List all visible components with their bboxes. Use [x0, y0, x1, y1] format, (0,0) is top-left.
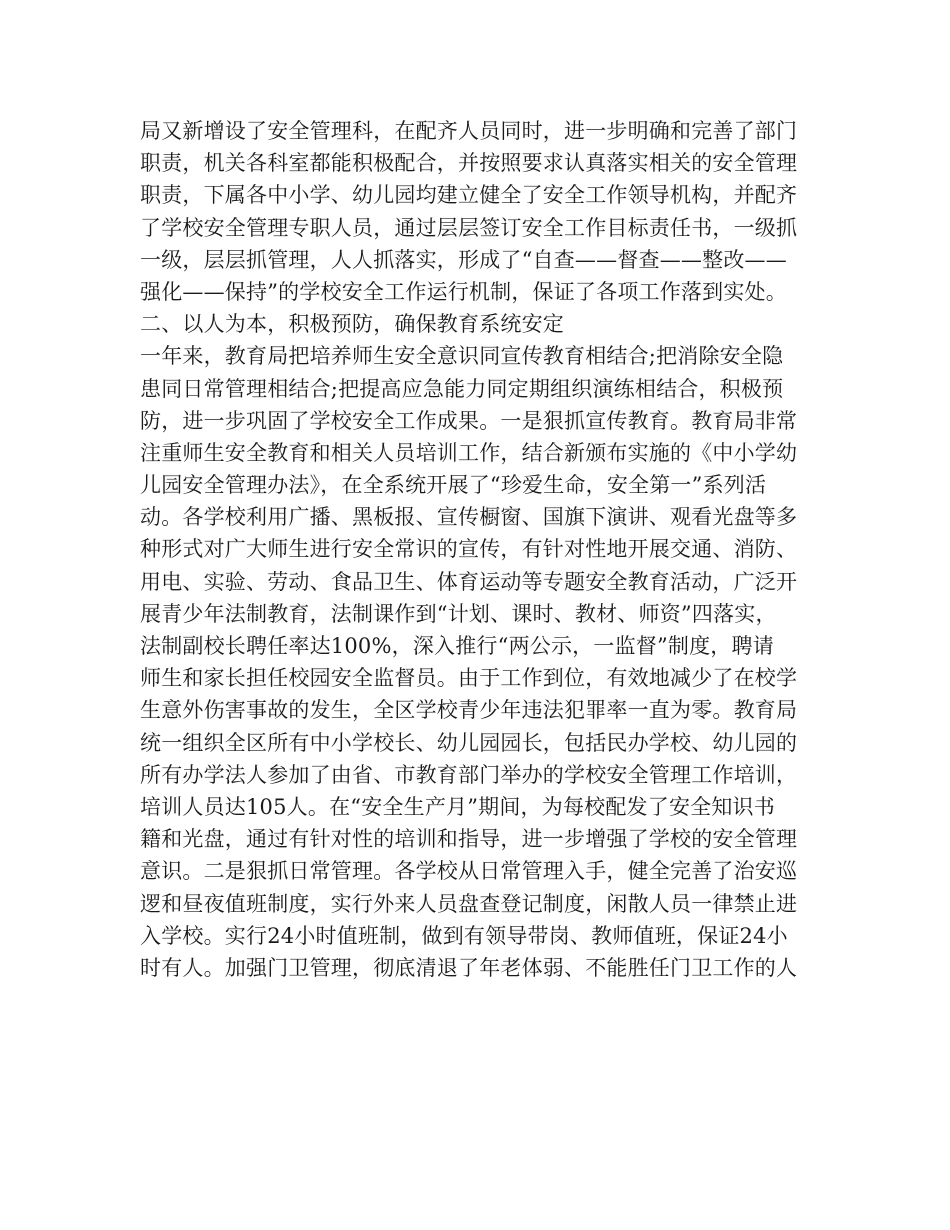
text-line: 逻和昼夜值班制度，实行外来人员盘查登记制度，闲散人员一律禁止进	[140, 891, 798, 916]
text-line: 统一组织全区所有中小学校长、幼儿园园长，包括民办学校、幼儿园的	[140, 730, 798, 755]
text-line: 患同日常管理相结合;把提高应急能力同定期组织演练相结合，积极预	[140, 376, 784, 401]
text-line: 时有人。加强门卫管理，彻底清退了年老体弱、不能胜任门卫工作的人	[140, 955, 798, 980]
text-line: 防，进一步巩固了学校安全工作成果。一是狠抓宣传教育。教育局非常	[140, 408, 798, 433]
text-line: 强化——保持”的学校安全工作运行机制，保证了各项工作落到实处。	[140, 279, 787, 304]
text-line: 籍和光盘，通过有针对性的培训和指导，进一步增强了学校的安全管理	[140, 827, 798, 852]
text-line: 入学校。实行24小时值班制，做到有领导带岗、教师值班，保证24小	[140, 923, 788, 948]
section-heading: 二、以人为本，积极预防，确保教育系统安定	[140, 312, 564, 337]
text-line: 注重师生安全教育和相关人员培训工作，结合新颁布实施的《中小学幼	[140, 440, 798, 465]
text-line: 培训人员达105人。在“安全生产月”期间，为每校配发了安全知识书	[140, 794, 775, 819]
text-line: 职责，下属各中小学、幼儿园均建立健全了安全工作领导机构，并配齐	[140, 183, 798, 208]
text-line: 儿园安全管理办法》，在全系统开展了“珍爱生命，安全第一”系列活	[140, 473, 767, 498]
text-line: 法制副校长聘任率达100%，深入推行“两公示，一监督”制度，聘请	[140, 634, 774, 658]
text-line: 一级，层层抓管理，人人抓落实，形成了“自查——督查——整改——	[140, 247, 787, 272]
text-line: 动。各学校利用广播、黑板报、宣传橱窗、国旗下演讲、观看光盘等多	[140, 505, 798, 530]
text-line: 师生和家长担任校园安全监督员。由于工作到位，有效地减少了在校学	[140, 666, 798, 691]
text-line: 生意外伤害事故的发生，全区学校青少年违法犯罪率一直为零。教育局	[140, 698, 798, 723]
text-line: 展青少年法制教育，法制课作到“计划、课时、教材、师资”四落实，	[140, 601, 777, 626]
text-line: 了学校安全管理专职人员，通过层层签订安全工作目标责任书，一级抓	[140, 215, 798, 240]
text-line: 用电、实验、劳动、食品卫生、体育运动等专题安全教育活动，广泛开	[140, 569, 798, 594]
text-line: 所有办学法人参加了由省、市教育部门举办的学校安全管理工作培训，	[140, 762, 798, 787]
text-line: 一年来，教育局把培养师生安全意识同宣传教育相结合;把消除安全隐	[140, 344, 784, 369]
text-line: 种形式对广大师生进行安全常识的宣传，有针对性地开展交通、消防、	[140, 537, 798, 562]
text-line: 局又新增设了安全管理科，在配齐人员同时，进一步明确和完善了部门	[140, 119, 798, 143]
text-line: 职责，机关各科室都能积极配合，并按照要求认真落实相关的安全管理	[140, 151, 798, 176]
text-line: 意识。二是狠抓日常管理。各学校从日常管理入手，健全完善了治安巡	[140, 859, 798, 884]
document-body	[140, 115, 816, 984]
